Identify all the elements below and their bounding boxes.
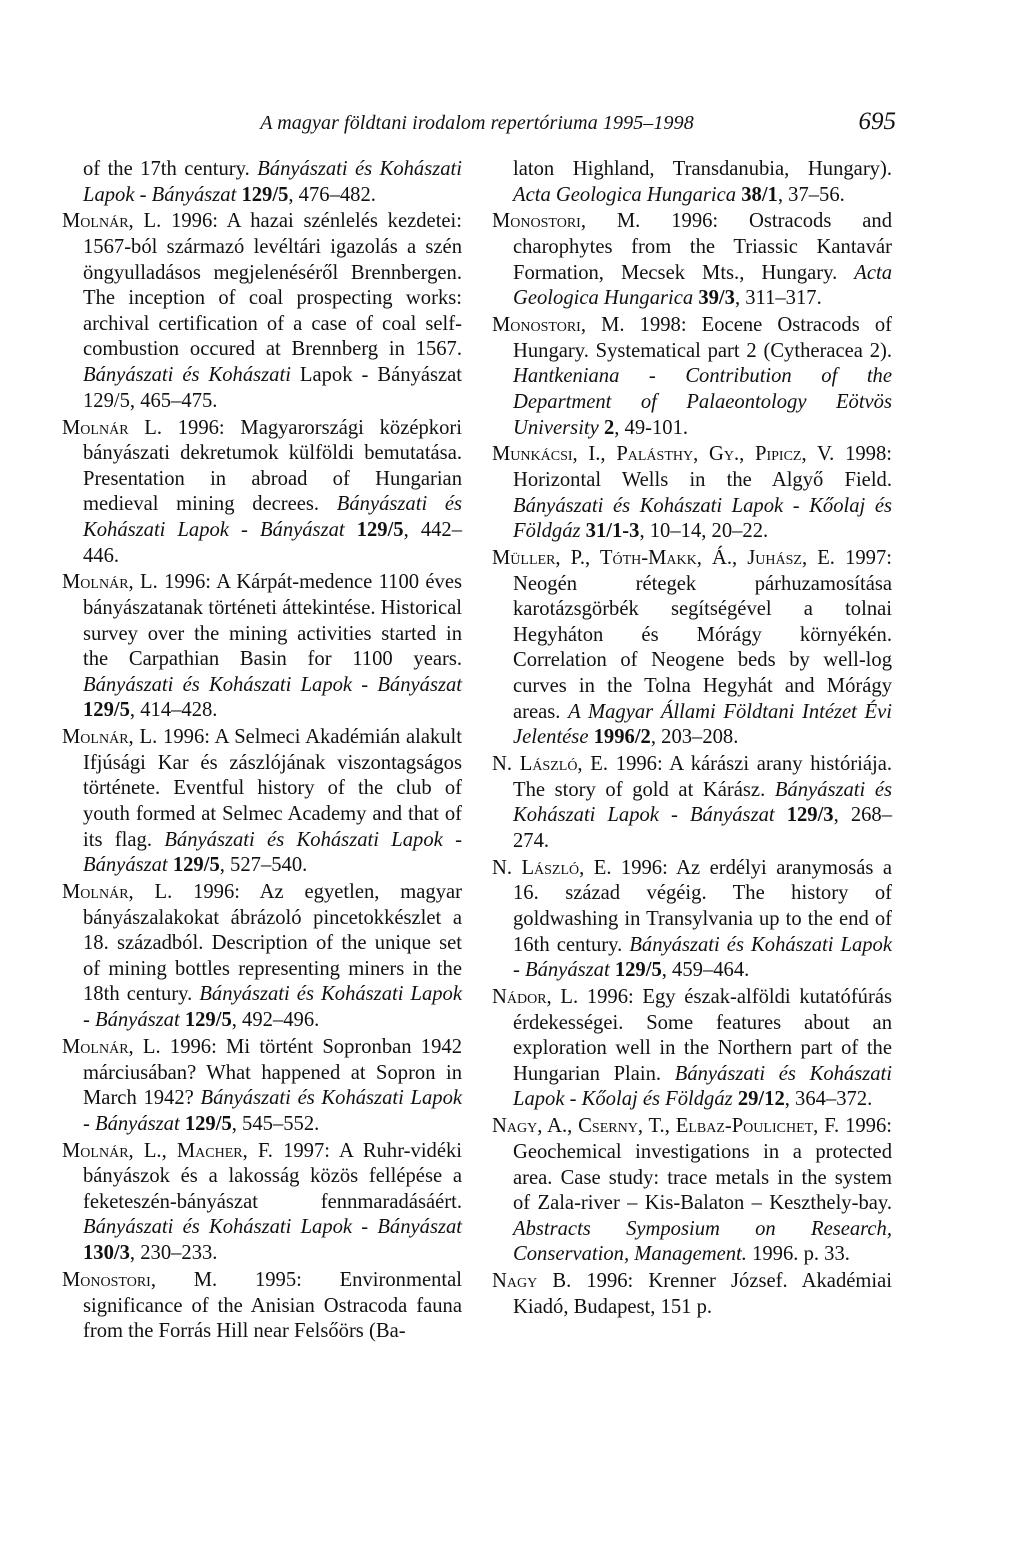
- journal-title: Bányászati és Kohászati Lapok - Bányászat: [83, 673, 462, 696]
- page-range: Lapok - Bányászat 129/5, 465–475.: [83, 364, 462, 412]
- page-range: 1996. p. 33.: [746, 1243, 850, 1266]
- author-name: Molnár L.: [62, 416, 162, 439]
- author-name: N. László, E.: [492, 753, 609, 776]
- entry-text: 1996: Magyarországi középkori bányászati dekretumok külföldi bemutatása. Presentation in abroad of Hungarian medieval mining decrees.: [83, 416, 462, 516]
- journal-title: Bányászati és Kohászati Lapok - Bányászat: [83, 158, 462, 206]
- author-name: Monostori, M.: [492, 210, 641, 233]
- page-range: , 230–233.: [129, 1242, 218, 1265]
- journal-title: Bányászati és Kohászati Lapok - Kőolaj és Földgáz: [513, 494, 892, 543]
- journal-title: Bányászati és Kohászati Lapok - Bányászat: [513, 933, 892, 982]
- page-range: , 545–552.: [231, 1112, 320, 1135]
- volume-number: 2: [603, 416, 615, 439]
- page-range: , 10–14, 20–22.: [639, 520, 769, 543]
- journal-title: Acta Geologica Hungarica: [513, 261, 892, 310]
- entry-text: 1998: Horizontal Wells in the Algyő Field.: [513, 443, 892, 492]
- bibliography-entry: [492, 209, 892, 311]
- bibliography-entry: [62, 1139, 462, 1267]
- journal-title: Acta Geologica Hungarica: [513, 183, 737, 206]
- page-range: , 311–317.: [734, 287, 822, 310]
- entry-text: 1997: A Ruhr-vidéki bányászok és a lakosság közös fellépése a feketeszén-bányászat fennmaradásáért.: [83, 1139, 462, 1213]
- volume-number: 31/1-3: [585, 520, 640, 543]
- page-range: , 49-101.: [614, 416, 689, 439]
- volume-number: 129/5: [184, 1009, 232, 1032]
- volume-number: 29/12: [737, 1088, 785, 1111]
- journal-title: Bányászati és Kohászati Lapok - Bányászat: [83, 493, 463, 541]
- author-name: Molnár, L.: [62, 881, 173, 904]
- author-name: Nádor, L.: [492, 986, 579, 1009]
- entry-text: 1996: A hazai szénlelés kezdetei: 1567-ból származó levéltári igazolás a szén öngyulladásos megjelenéséről Brennbergen. The inception of coal prospecting works: archival certification of a case of coal self-combustion occured at Brennberg in 1567.: [83, 210, 463, 361]
- volume-number: 129/5: [356, 518, 404, 541]
- bibliography-entry: [492, 985, 892, 1113]
- left-column: [62, 157, 462, 1346]
- bibliography-entry: [492, 157, 892, 208]
- author-name: Molnár, L.: [62, 726, 158, 749]
- page-range: , 414–428.: [129, 699, 218, 722]
- page-range: , 459–464.: [661, 959, 750, 982]
- journal-title: Bányászati és Kohászati Lapok - Bányászat: [513, 778, 892, 827]
- bibliography-entry: [492, 442, 892, 544]
- entry-text: 1996: Az erdélyi aranymosás a 16. század végéig. The history of goldwashing in Transylvania up to the end of 16th century.: [513, 856, 892, 956]
- volume-number: 130/3: [83, 1242, 130, 1265]
- volume-number: 129/5: [83, 699, 130, 722]
- author-name: Müller, P., Tóth-Makk, Á., Juhász, E.: [492, 547, 835, 570]
- volume-number: 38/1: [741, 183, 778, 206]
- bibliography-entry: [62, 157, 462, 208]
- author-name: Munkácsi, I., Palásthy, Gy., Pipicz, V.: [492, 443, 835, 466]
- journal-title: Abstracts Symposium on Research, Conservation, Management.: [513, 1217, 892, 1266]
- bibliography-entry: [62, 1268, 462, 1345]
- bibliography-entry: [62, 570, 462, 724]
- journal-title: Bányászati és Kohászati Lapok - Bányászat: [83, 828, 462, 877]
- author-name: Nagy, A., Cserny, T., Elbaz-Poulichet, F.: [492, 1115, 840, 1138]
- bibliography-entry: [492, 1269, 892, 1320]
- bibliography-entry: [62, 416, 462, 570]
- entry-text: 1995: Environmental significance of the Anisian Ostracoda fauna from the Forrás Hill near Felsőörs (Ba-: [83, 1268, 462, 1343]
- bibliography-entry: [62, 880, 462, 1034]
- entry-text: 1996: Ostracods and charophytes from the Triassic Kantavár Formation, Mecsek Mts., Hungary.: [513, 210, 892, 284]
- page-range: , 442–446.: [83, 518, 463, 567]
- right-column: [492, 157, 892, 1322]
- bibliography-entry: [492, 546, 892, 751]
- author-name: N. László, E.: [492, 856, 612, 879]
- bibliography-entry: [492, 1114, 892, 1268]
- journal-title: Bányászati és Kohászati Lapok - Bányászat: [83, 1216, 462, 1239]
- page-range: , 492–496.: [231, 1009, 320, 1032]
- entry-text: 1996: Egy észak-alföldi kutatófúrás érdekességei. Some features about an exploration well in the Northern part of the Hungarian Plain.: [513, 986, 892, 1085]
- volume-number: 129/5: [241, 183, 289, 206]
- author-name: Monostori, M.: [62, 1268, 218, 1291]
- entry-text: 1996: A Kárpát-medence 1100 éves bányászatanak történeti áttekintése. Historical survey over the mining activities started in the Carpathian Basin for 1100 years.: [83, 571, 463, 671]
- journal-title: Bányászati és Kohászati Lapok - Kőolaj és Földgáz: [513, 1062, 892, 1111]
- volume-number: 129/5: [184, 1112, 232, 1135]
- author-name: Molnár, L.: [62, 571, 158, 594]
- entry-text: 1996: Az egyetlen, magyar bányászalakokat ábrázoló pincetokkészlet a 18. századból. Description of the unique set of mining bottles representing miners in the 18th century.: [83, 881, 462, 1006]
- bibliography-entry: [492, 752, 892, 854]
- running-title: A magyar földtani irodalom repertóriuma 1995–1998: [260, 112, 694, 134]
- journal-title: Hantkeniana - Contribution of the Department of Palaeontology Eötvös University: [513, 365, 892, 439]
- author-name: Monostori, M.: [492, 314, 625, 337]
- page-number: 695: [858, 108, 896, 135]
- journal-title: Bányászati és Kohászati: [83, 364, 291, 387]
- author-name: Molnár, L.: [62, 210, 162, 233]
- volume-number: 129/3: [786, 804, 834, 827]
- entry-text: of the 17th century.: [83, 158, 258, 180]
- entry-text: laton Highland, Transdanubia, Hungary).: [513, 158, 892, 180]
- page-range: , 37–56.: [777, 183, 845, 206]
- page-range: , 527–540.: [219, 854, 308, 877]
- bibliography-entry: [62, 725, 462, 879]
- page-range: , 476–482.: [288, 183, 376, 206]
- journal-title: Bányászati és Kohászati Lapok - Bányászat: [83, 983, 462, 1032]
- entry-text: 1998: Eocene Ostracods of Hungary. Systematical part 2 (Cytheracea 2).: [513, 314, 892, 362]
- entry-text: 1997: Neogén rétegek párhuzamosítása karotázsgörbék segítségével a tolnai Hegyháton és Mórágy környékén. Correlation of Neogene beds by well-log curves in the Tolna Hegyhát and Mórágy areas.: [513, 547, 892, 723]
- entry-text: 1996: A kárászi arany históriája. The story of gold at Kárász.: [513, 753, 893, 801]
- entry-text: 1996: Krenner József. Akadémiai Kiadó, Budapest, 151 p.: [513, 1270, 892, 1318]
- journal-title: A Magyar Állami Földtani Intézet Évi Jelentése: [513, 700, 892, 749]
- bibliography-entry: [492, 856, 892, 984]
- author-name: Molnár, L., Macher, F.: [62, 1139, 273, 1162]
- journal-title: Bányászati és Kohászati Lapok - Bányászat: [83, 1087, 463, 1135]
- entry-text: 1996: A Selmeci Akadémián alakult Ifjúsági Kar és zászlójának viszontagságos története. Eventful history of the club of youth formed at Selmec Academy and that of its flag.: [83, 726, 462, 851]
- volume-number: 129/5: [614, 959, 662, 982]
- page-range: , 268–274.: [513, 804, 893, 852]
- page-range: , 203–208.: [650, 726, 739, 749]
- bibliography-entry: [62, 1035, 462, 1137]
- author-name: Molnár, L.: [62, 1035, 161, 1058]
- entry-text: 1996: Geochemical investigations in a protected area. Case study: trace metals in the system of Zala-river – Kis-Balaton – Keszthely-bay.: [513, 1115, 892, 1215]
- author-name: Nagy B.: [492, 1270, 572, 1293]
- volume-number: 39/3: [698, 287, 735, 310]
- bibliography-entry: [62, 209, 462, 414]
- volume-number: 1996/2: [593, 726, 651, 749]
- page-range: , 364–372.: [784, 1088, 873, 1111]
- bibliography-entry: [492, 313, 892, 441]
- entry-text: 1996: Mi történt Sopronban 1942 márciusában? What happened at Sopron in March 1942?: [83, 1035, 462, 1110]
- volume-number: 129/5: [172, 854, 220, 877]
